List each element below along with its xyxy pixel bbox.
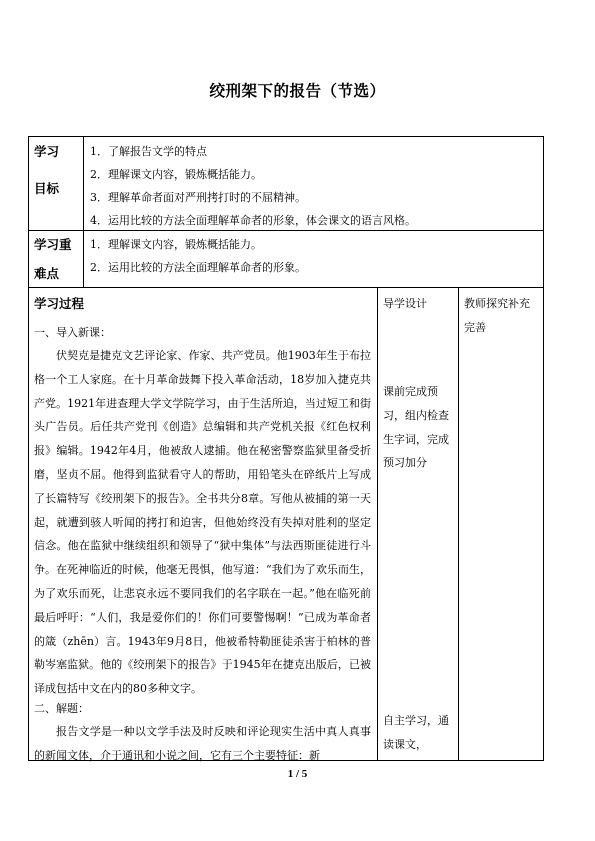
keypoints-bottom-border xyxy=(28,287,544,288)
keypoints-label: 学习重 难点 xyxy=(34,237,72,281)
guide-note: 自主学习，通读课文， xyxy=(383,714,449,751)
table-left-border xyxy=(28,136,29,761)
keypoint-item: 1．理解课文内容，锻炼概括能力。 xyxy=(90,238,262,251)
guide-column-header: 导学设计 xyxy=(383,297,427,310)
table-right-border xyxy=(543,136,544,761)
table-top-border xyxy=(28,136,544,137)
goal-item: 4．运用比较的方法全面理解革命者的形象，体会课文的语言风格。 xyxy=(90,214,416,227)
page-number: 1 / 5 xyxy=(287,768,308,780)
process-heading: 学习过程 xyxy=(34,296,85,311)
section-heading: 一、导入新课： xyxy=(34,326,111,339)
guide-teacher-divider xyxy=(458,287,459,761)
goal-item: 1．了解报告文学的特点 xyxy=(90,145,207,158)
keypoints-list xyxy=(90,233,306,279)
label-column-divider xyxy=(83,136,84,288)
document-title: 绞刑架下的报告（节选） xyxy=(209,82,386,100)
goal-item: 2．理解课文内容，锻炼概括能力。 xyxy=(90,168,262,181)
goals-label: 学习 目标 xyxy=(34,144,60,196)
explanation-paragraph: 报告文学是一种以文学手法及时反映和评论现实生活中真人真事的新闻文体，介于通讯和小说之间，它有三个主要特征：新 xyxy=(34,725,371,762)
goals-list xyxy=(90,140,416,232)
intro-paragraph: 伏契克是捷克文艺评论家、作家、共产党员。他1903年生于布拉格一个工人家庭。在十月革命鼓舞下投入革命活动，18岁加入捷克共产党。1921年进查理大学文学院学习，由于生活所迫，当过短工和街头广告员。后任共产党刊《创造》总编辑和共产党机关报《红色权利报》编辑。1942年4月，他被敌人逮捕。他在秘密警察监狱里备受折磨，坚贞不屈。他得到监狱看守人的帮助，用铅笔头在碎纸片上写成了长篇特写《绞刑架下的报告》。全书共分8章。写他从被捕的第一天起，就遭到骇人听闻的拷打和迫害，但他始终没有失掉对胜利的坚定信念。他在监狱中继续组织和领导了“狱中集体”与法西斯匪徒进行斗争。在死神临近的时候，他毫无畏惧，他写道：“我们为了欢乐而生，为了欢乐而死，让悲哀永远不要同我们的名字联在一起。”他在临死前最后呼吁：“人们，我是爱你们的！你们可要警惕啊！”已成为革命者的箴（zhēn）言。1943年9月8日，他被希特勒匪徒杀害于柏林的普勒岑塞监狱。他的《绞刑架下的报告》于1945年在捷克出版后，已被译成包括中文在内的80多种文字。 xyxy=(34,349,371,696)
process-guide-divider xyxy=(377,287,378,761)
keypoint-item: 2．运用比较的方法全面理解革命者的形象。 xyxy=(90,261,306,274)
section-heading: 二、解题： xyxy=(34,702,89,715)
teacher-column-header: 教师探究补充完善 xyxy=(464,297,530,334)
guide-note: 课前完成预习，组内检查生字词，完成预习加分 xyxy=(383,385,449,470)
goal-item: 3．理解革命者面对严刑拷打时的不屈精神。 xyxy=(90,191,306,204)
